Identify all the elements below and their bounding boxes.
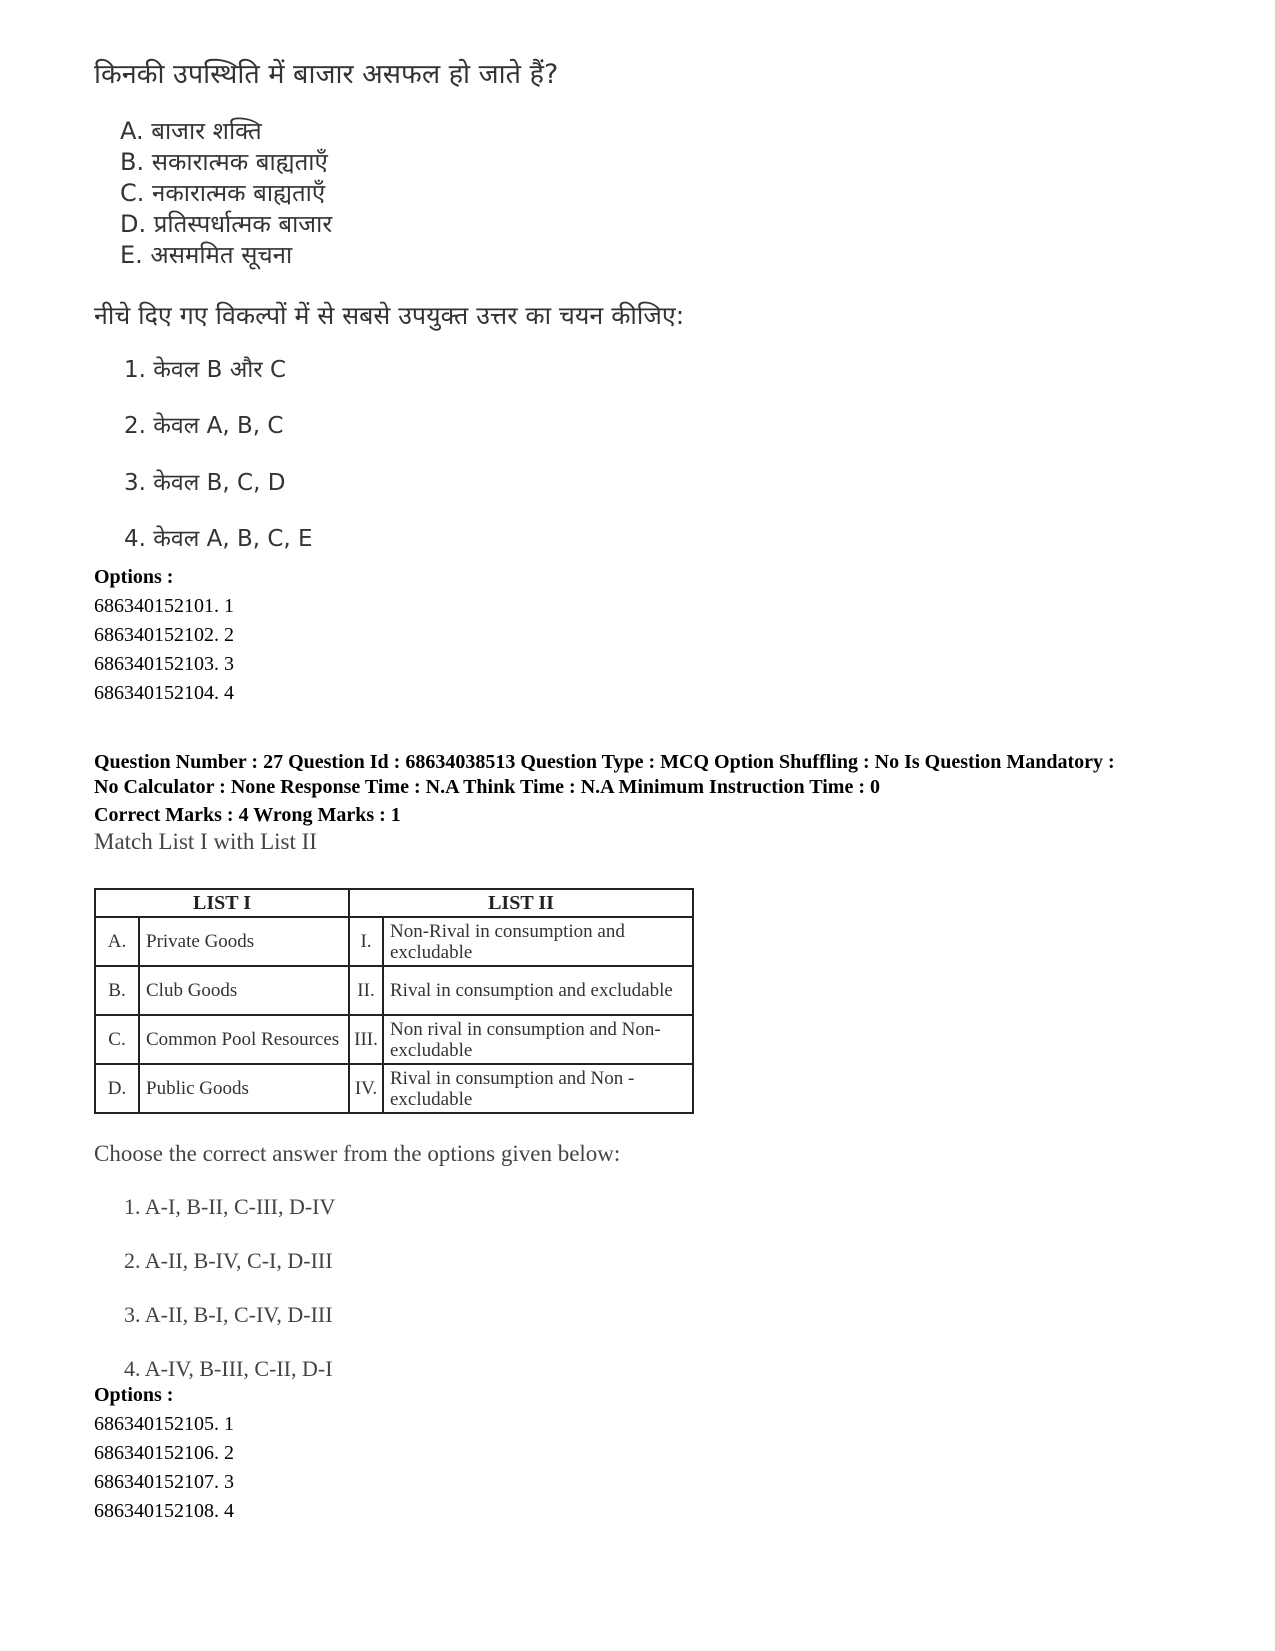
question-meta-line: Question Number : 27 Question Id : 68634038513 Question Type : MCQ Option Shuffling : No Is Question Mandatory : — [94, 751, 1115, 773]
table-header-row — [95, 889, 693, 917]
question-meta-line: No Calculator : None Response Time : N.A Think Time : N.A Minimum Instruction Time : 0 — [94, 776, 880, 798]
table-row — [95, 1015, 693, 1064]
match-table — [94, 888, 694, 1114]
row-roman: IV. — [349, 1064, 383, 1113]
list-2-item: Non rival in consumption and Non-excludable — [383, 1015, 693, 1064]
choice-2: 2. केवल A, B, C — [124, 413, 284, 439]
list-1-item: Club Goods — [139, 966, 349, 1015]
question-text: Match List I with List II — [94, 829, 317, 854]
question-instruction: नीचे दिए गए विकल्पों में से सबसे उपयुक्त उत्तर का चयन कीजिए: — [94, 301, 685, 330]
choice-4: 4. A-IV, B-III, C-II, D-I — [124, 1356, 333, 1381]
statement-e: E. असममित सूचना — [120, 241, 293, 269]
choice-4: 4. केवल A, B, C, E — [124, 526, 313, 552]
row-letter: A. — [95, 917, 139, 966]
statement-c: C. नकारात्मक बाह्यताएँ — [120, 179, 326, 207]
option-id: 686340152101. 1 — [94, 595, 234, 617]
marks-line: Correct Marks : 4 Wrong Marks : 1 — [94, 804, 401, 826]
choice-3: 3. केवल B, C, D — [124, 470, 286, 496]
option-id: 686340152106. 2 — [94, 1442, 234, 1464]
statement-d: D. प्रतिस्पर्धात्मक बाजार — [120, 210, 333, 238]
list-2-item: Non-Rival in consumption and excludable — [383, 917, 693, 966]
list-2-item: Rival in consumption and excludable — [383, 966, 693, 1015]
option-id: 686340152107. 3 — [94, 1471, 234, 1493]
list-1-item: Private Goods — [139, 917, 349, 966]
option-id: 686340152104. 4 — [94, 682, 234, 704]
options-heading: Options : — [94, 1384, 174, 1406]
list-2-header: LIST II — [349, 889, 693, 917]
row-roman: III. — [349, 1015, 383, 1064]
list-2-item: Rival in consumption and Non - excludable — [383, 1064, 693, 1113]
question-meta — [94, 750, 1204, 800]
choice-1: 1. A-I, B-II, C-III, D-IV — [124, 1194, 336, 1219]
choice-3: 3. A-II, B-I, C-IV, D-III — [124, 1302, 333, 1327]
choice-1: 1. केवल B और C — [124, 357, 287, 383]
row-roman: I. — [349, 917, 383, 966]
row-letter: B. — [95, 966, 139, 1015]
table-row — [95, 966, 693, 1015]
row-letter: C. — [95, 1015, 139, 1064]
question-text: किनकी उपस्थिति में बाजार असफल हो जाते हैं? — [94, 59, 559, 90]
list-1-header: LIST I — [95, 889, 349, 917]
list-1-item: Public Goods — [139, 1064, 349, 1113]
options-heading: Options : — [94, 566, 174, 588]
statement-b: B. सकारात्मक बाह्यताएँ — [120, 148, 328, 176]
row-roman: II. — [349, 966, 383, 1015]
choice-2: 2. A-II, B-IV, C-I, D-III — [124, 1248, 333, 1273]
table-row — [95, 1064, 693, 1113]
list-1-item: Common Pool Resources — [139, 1015, 349, 1064]
table-row — [95, 917, 693, 966]
question-instruction: Choose the correct answer from the options given below: — [94, 1141, 621, 1166]
option-id: 686340152108. 4 — [94, 1500, 234, 1522]
option-id: 686340152103. 3 — [94, 653, 234, 675]
option-id: 686340152105. 1 — [94, 1413, 234, 1435]
statement-a: A. बाजार शक्ति — [120, 117, 262, 145]
row-letter: D. — [95, 1064, 139, 1113]
option-id: 686340152102. 2 — [94, 624, 234, 646]
